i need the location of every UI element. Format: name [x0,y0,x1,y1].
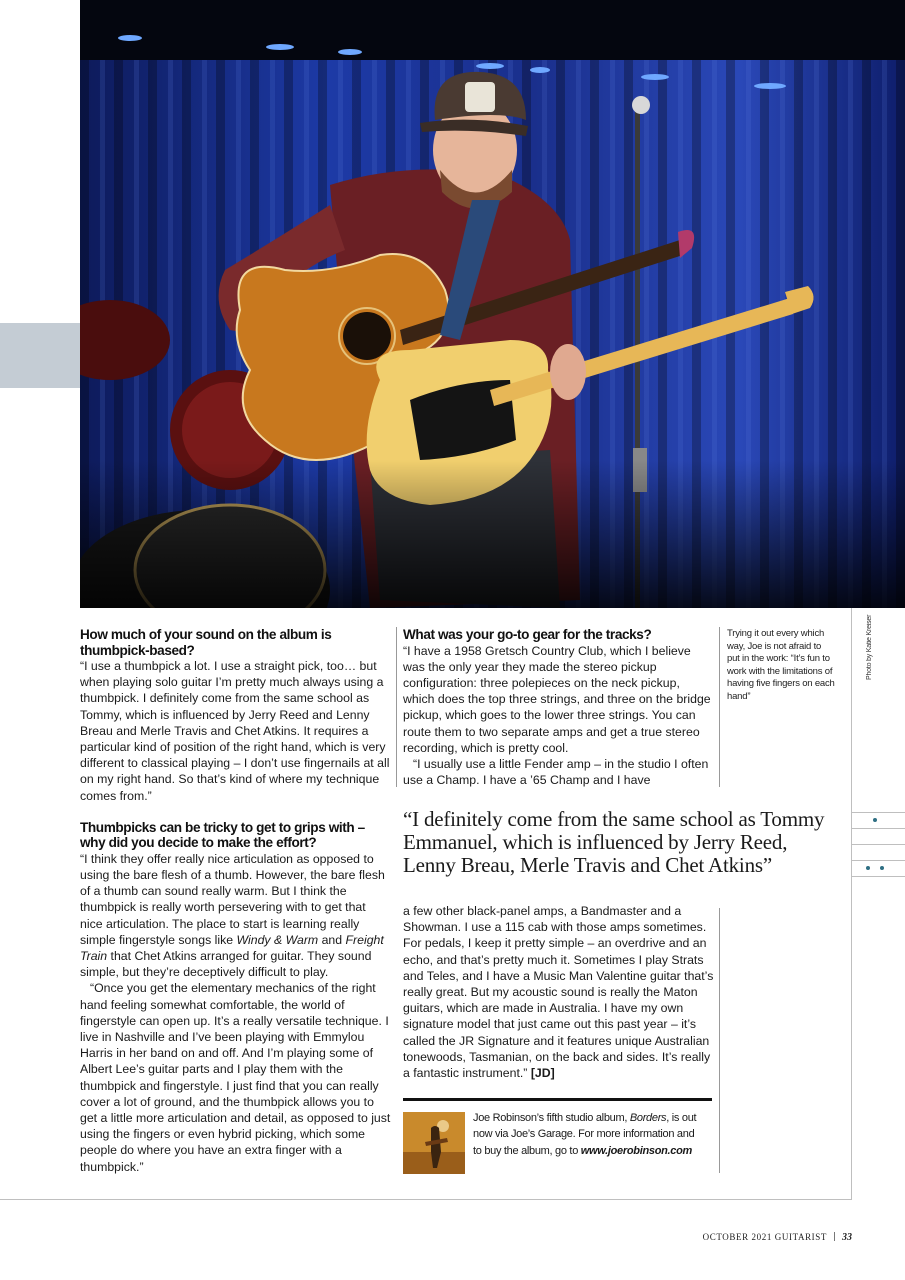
answer-paragraph: “I think they offer really nice articulation as opposed to using the bare flesh of a thumb. However, the bare flesh of a thumb can sound really warm. But I think the thumbpick is really worth persevering with to get that nice articulation. The place to start is learning really simple fingerstyle songs like Windy & Warm and Freight Train that Chet Atkins arranged for guitar. They sound simple, but they’re deceptively difficult to play. [80,851,385,980]
album-title: Borders [629,1112,667,1124]
margin-rule [851,860,905,861]
answer-paragraph: a few other black-panel amps, a Bandmaster and a Showman. I use a 115 cab with those amps sometimes. For pedals, I keep it pretty simple – an overdrive and an echo, and that’s pretty much it. Sometimes I play Strats and Teles, and I have a Music Man Valentine guitar that’s really great. But my acoustic sound is really the Maton guitars, which are made in Australia. I have my own signature model that just came out this past year – it’s called the JR Signature and it features unique Australian tonewoods, Tasmanian, on the back and sides. It’s really a fantastic instrument.” [JD] [403,904,714,1081]
author-sign: [JD] [530,1066,555,1081]
pull-quote: “I definitely come from the same school as Tommy Emmanuel, which is influenced by Jerry Reed, Lenny Breau, Merle Travis and Chet Atkins” [403,807,825,877]
column-divider [719,908,720,1173]
question-heading: Thumbpicks can be tricky to get to grips with – why did you decide to make the effort? [80,819,365,851]
side-color-tab [0,323,80,388]
photo-credit: Photo by Katie Kreiser [866,614,873,680]
song-title: Windy & Warm [236,932,319,947]
interview-middle-column-top [403,627,713,788]
album-cover-image [403,1112,465,1174]
margin-dot [873,818,877,822]
page-bottom-rule [0,1199,852,1200]
interview-middle-column-bottom [403,903,715,1081]
page-footer [640,1232,852,1243]
album-website-link[interactable]: www.joerobinson.com [580,1144,692,1157]
question-heading: What was your go-to gear for the tracks? [403,627,652,642]
answer-paragraph: “Once you get the elementary mechanics of the right hand feeling somewhat comfortable, the world of fingerstyle can open up. It’s a really versatile technique. I live in Nashville and I’ve been playing with Emmylou Harris in her band on and off. And I’m playing some of Albert Lee’s guitar parts and I play them with the thumbpick and fingerstyle. I just find that you can really cover a lot of ground, and the thumbpick allows you to get a little more articulation and detail, as opposed to just using the fingers or even hybrid picking, which some people do where you have an extra finger with a thumbpick.” [80,981,391,1174]
page-number: 33 [842,1232,852,1243]
column-divider [396,627,397,787]
answer-paragraph: “I use a thumbpick a lot. I use a straight pick, too… but when playing solo guitar I’m pretty much always using a thumbpick. I definitely come from the same school as Tommy, which is influenced by Jerry Reed and Lenny Breau and Merle Travis and Chet Atkins. It requires a particular kind of position of the right hand, which is very different to classical playing – I don’t use fingernails at all on my right hand. So that’s kind of where my technique comes from.” [80,659,390,803]
margin-rule [851,844,905,845]
footer-divider [834,1232,835,1241]
page-right-rule [851,608,852,1200]
margin-rule [851,812,905,813]
margin-dot [866,866,870,870]
song-title: Freight Train [80,932,384,964]
answer-paragraph: “I have a 1958 Gretsch Country Club, which I believe was the only year they made the stereo pickup configuration: three polepieces on the neck pickup, which does the top three strings, and three on the bridge pickup, which goes to the lower three strings. You can route them to two separate amps and get a true stereo recording, which is pretty cool. [403,643,711,755]
answer-paragraph: “I usually use a little Fender amp – in the studio I often use a Champ. I have a ’65 Champ and I have [403,756,709,788]
guitarist-photo [80,0,905,608]
column-divider [719,627,720,787]
interview-left-column [80,627,391,1175]
margin-rule [851,876,905,877]
issue-label: OCTOBER 2021 GUITARIST [702,1232,827,1242]
photo-caption: Trying it out every which way, Joe is not afraid to put in the work: “It’s fun to work with the limitations of having five fingers on each hand” [727,628,835,702]
album-box-rule [403,1098,712,1101]
question-heading: How much of your sound on the album is thumbpick-based? [80,627,332,658]
margin-rule [851,828,905,829]
margin-dot [880,866,884,870]
album-info: Joe Robinson’s fifth studio album, Borders, is out now via Joe’s Garage. For more information and to buy the album, go to www.joerobinson.com [473,1112,697,1157]
question-block [80,820,391,1175]
